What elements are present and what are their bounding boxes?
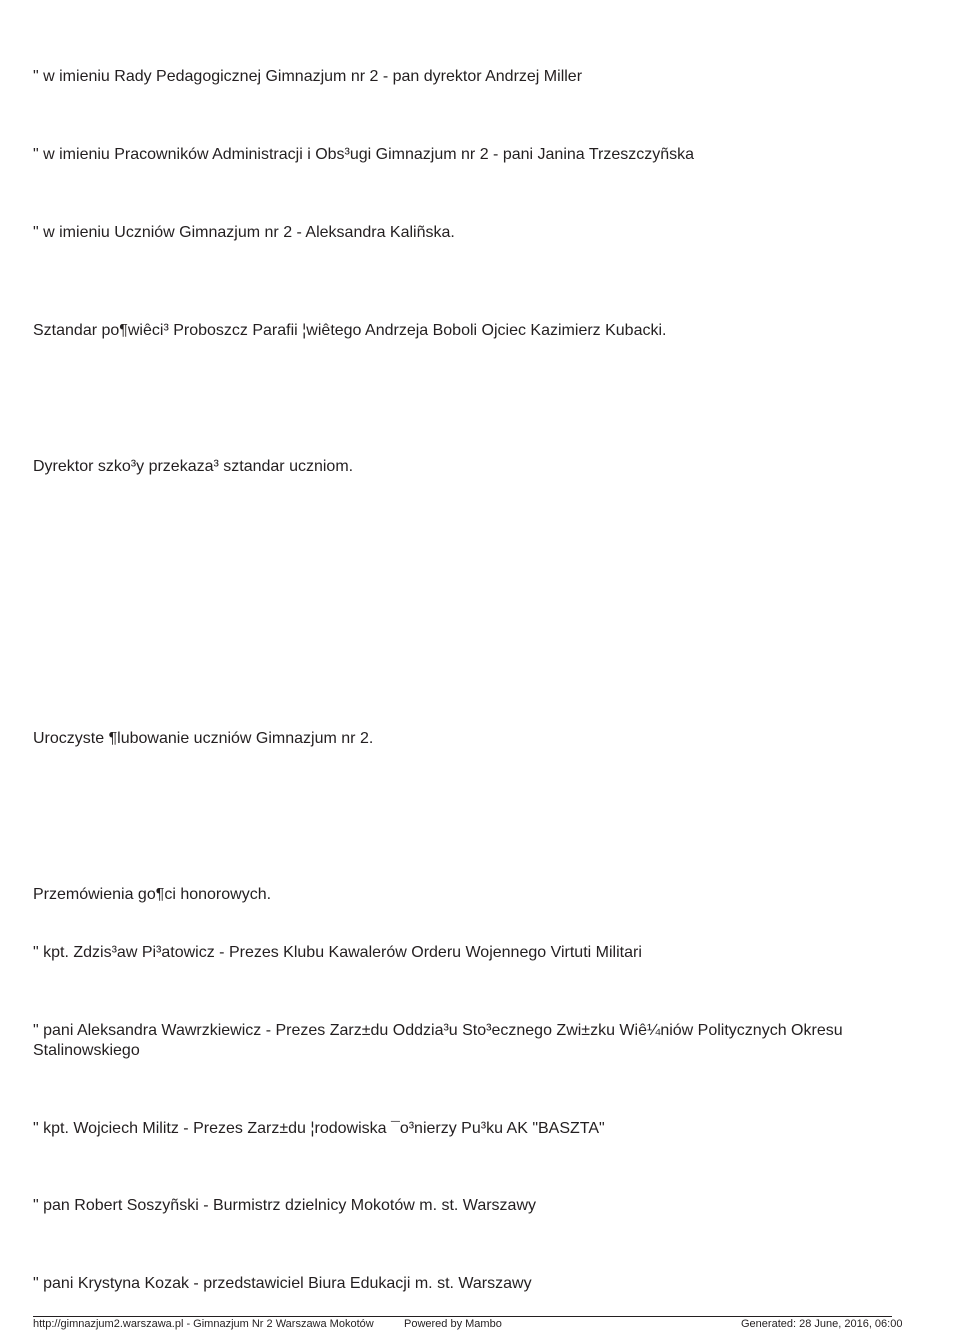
paragraph-uczniowie: " w imieniu Uczniów Gimnazjum nr 2 - Aleksandra Kaliñska. <box>33 224 455 241</box>
paragraph-sztandar-poswiecenie: Sztandar po¶wiêci³ Proboszcz Parafii ¦wiêtego Andrzeja Boboli Ojciec Kazimierz Kubacki. <box>33 322 667 339</box>
paragraph-przemowienia-heading: Przemówienia go¶ci honorowych. <box>33 886 272 903</box>
paragraph-przekazanie-sztandaru: Dyrektor szko³y przekaza³ sztandar uczniom. <box>33 458 354 475</box>
paragraph-speaker-kozak: " pani Krystyna Kozak - przedstawiciel Biura Edukacji m. st. Warszawy <box>33 1275 532 1292</box>
paragraph-pracownicy-administracji: " w imieniu Pracowników Administracji i Obs³ugi Gimnazjum nr 2 - pani Janina Trzeszczyñska <box>33 146 695 163</box>
paragraph-slubowanie: Uroczyste ¶lubowanie uczniów Gimnazjum nr 2. <box>33 730 374 747</box>
paragraph-speaker-pilatowicz: " kpt. Zdzis³aw Pi³atowicz - Prezes Klubu Kawalerów Orderu Wojennego Virtuti Militari <box>33 944 642 961</box>
paragraph-speaker-militz: " kpt. Wojciech Militz - Prezes Zarz±du ¦rodowiska ¯o³nierzy Pu³ku AK "BASZTA" <box>33 1120 605 1137</box>
footer-powered-by: Powered by Mambo <box>404 1318 502 1330</box>
paragraph-speaker-soszynski: " pan Robert Soszyñski - Burmistrz dzielnicy Mokotów m. st. Warszawy <box>33 1197 536 1214</box>
footer-divider <box>33 1316 892 1317</box>
footer-site-link[interactable]: http://gimnazjum2.warszawa.pl - Gimnazjum Nr 2 Warszawa Mokotów <box>33 1318 374 1330</box>
footer-generated-date: Generated: 28 June, 2016, 06:00 <box>741 1318 903 1330</box>
paragraph-rada-pedagogiczna: " w imieniu Rady Pedagogicznej Gimnazjum nr 2 - pan dyrektor Andrzej Miller <box>33 68 583 85</box>
paragraph-speaker-wawrzkiewicz: " pani Aleksandra Wawrzkiewicz - Prezes Zarz±du Oddzia³u Sto³ecznego Zwi±zku Wiê¼niów Politycznych Okresu Stalinowskiego <box>33 1022 843 1059</box>
